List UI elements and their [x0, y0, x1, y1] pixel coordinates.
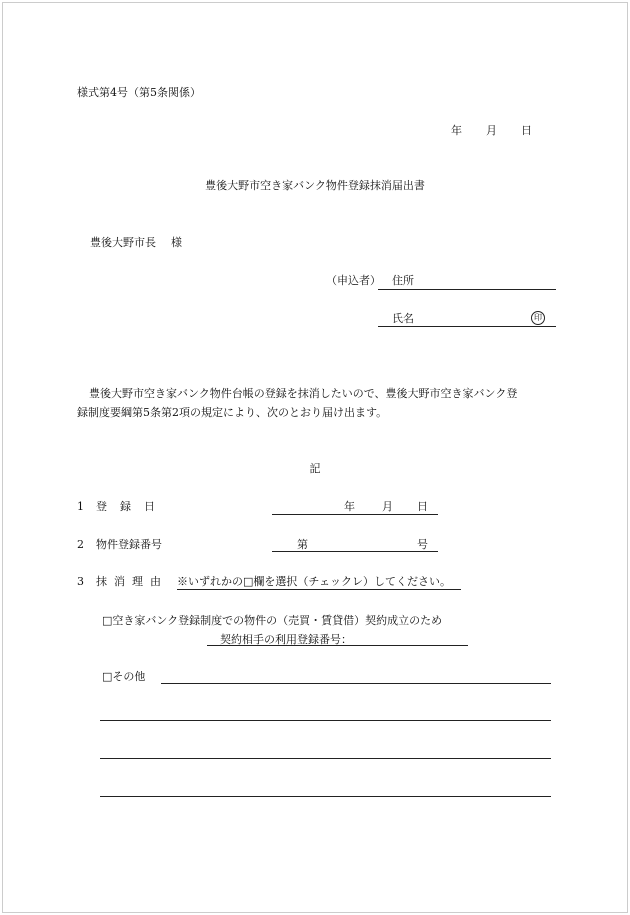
item-label: 登録日: [96, 500, 168, 513]
registration-day-label: 日: [417, 500, 428, 513]
date-month: 月: [486, 124, 497, 137]
property-number-field[interactable]: [272, 551, 438, 552]
form-number: 様式第4号（第5条関係）: [77, 86, 201, 99]
page-border: [2, 2, 628, 913]
item-label: 物件登録番号: [96, 538, 162, 551]
body-text-line1: 豊後大野市空き家バンク物件台帳の登録を抹消したいので、豊後大野市空き家バンク登: [89, 387, 518, 400]
date-year: 年: [451, 124, 462, 137]
addressee-name: 豊後大野市長: [90, 236, 156, 249]
item-label: 抹消理由: [96, 575, 168, 588]
property-number-prefix: 第: [297, 538, 308, 551]
address-field[interactable]: [378, 289, 556, 290]
item-number: 1: [77, 500, 84, 513]
property-number-suffix: 号: [417, 538, 428, 551]
option-other-checkbox[interactable]: □その他: [102, 670, 146, 683]
option-contract-checkbox[interactable]: □空き家バンク登録制度での物件の（売買・賃貸借）契約成立のため: [102, 614, 443, 627]
contract-partner-field[interactable]: [207, 645, 468, 646]
document-title: 豊後大野市空き家バンク物件登録抹消届出書: [205, 179, 425, 192]
address-label: 住所: [392, 274, 414, 287]
addressee-honorific: 様: [171, 236, 182, 249]
other-reason-line-2[interactable]: [100, 720, 551, 721]
instruction-underline: [177, 589, 461, 590]
other-reason-line-1[interactable]: [161, 683, 551, 684]
registration-date-field[interactable]: [272, 514, 438, 515]
reason-instruction: ※いずれかの□欄を選択（チェックレ）してください。: [177, 575, 452, 588]
item-number: 2: [77, 538, 84, 551]
contract-partner-label: 契約相手の利用登録番号：: [220, 633, 352, 646]
item-number: 3: [77, 575, 84, 588]
date-day: 日: [521, 124, 532, 137]
name-label: 氏名: [392, 312, 414, 325]
seal-mark-icon: 印: [531, 311, 545, 325]
applicant-label: （申込者）: [326, 274, 381, 287]
ki-heading: 記: [309, 462, 321, 475]
registration-year-label: 年: [344, 500, 355, 513]
registration-month-label: 月: [382, 500, 393, 513]
body-text-line2: 録制度要綱第5条第2項の規定により、次のとおり届け出ます。: [77, 406, 388, 419]
other-reason-line-4[interactable]: [100, 796, 551, 797]
other-reason-line-3[interactable]: [100, 758, 551, 759]
name-field[interactable]: [378, 326, 556, 327]
